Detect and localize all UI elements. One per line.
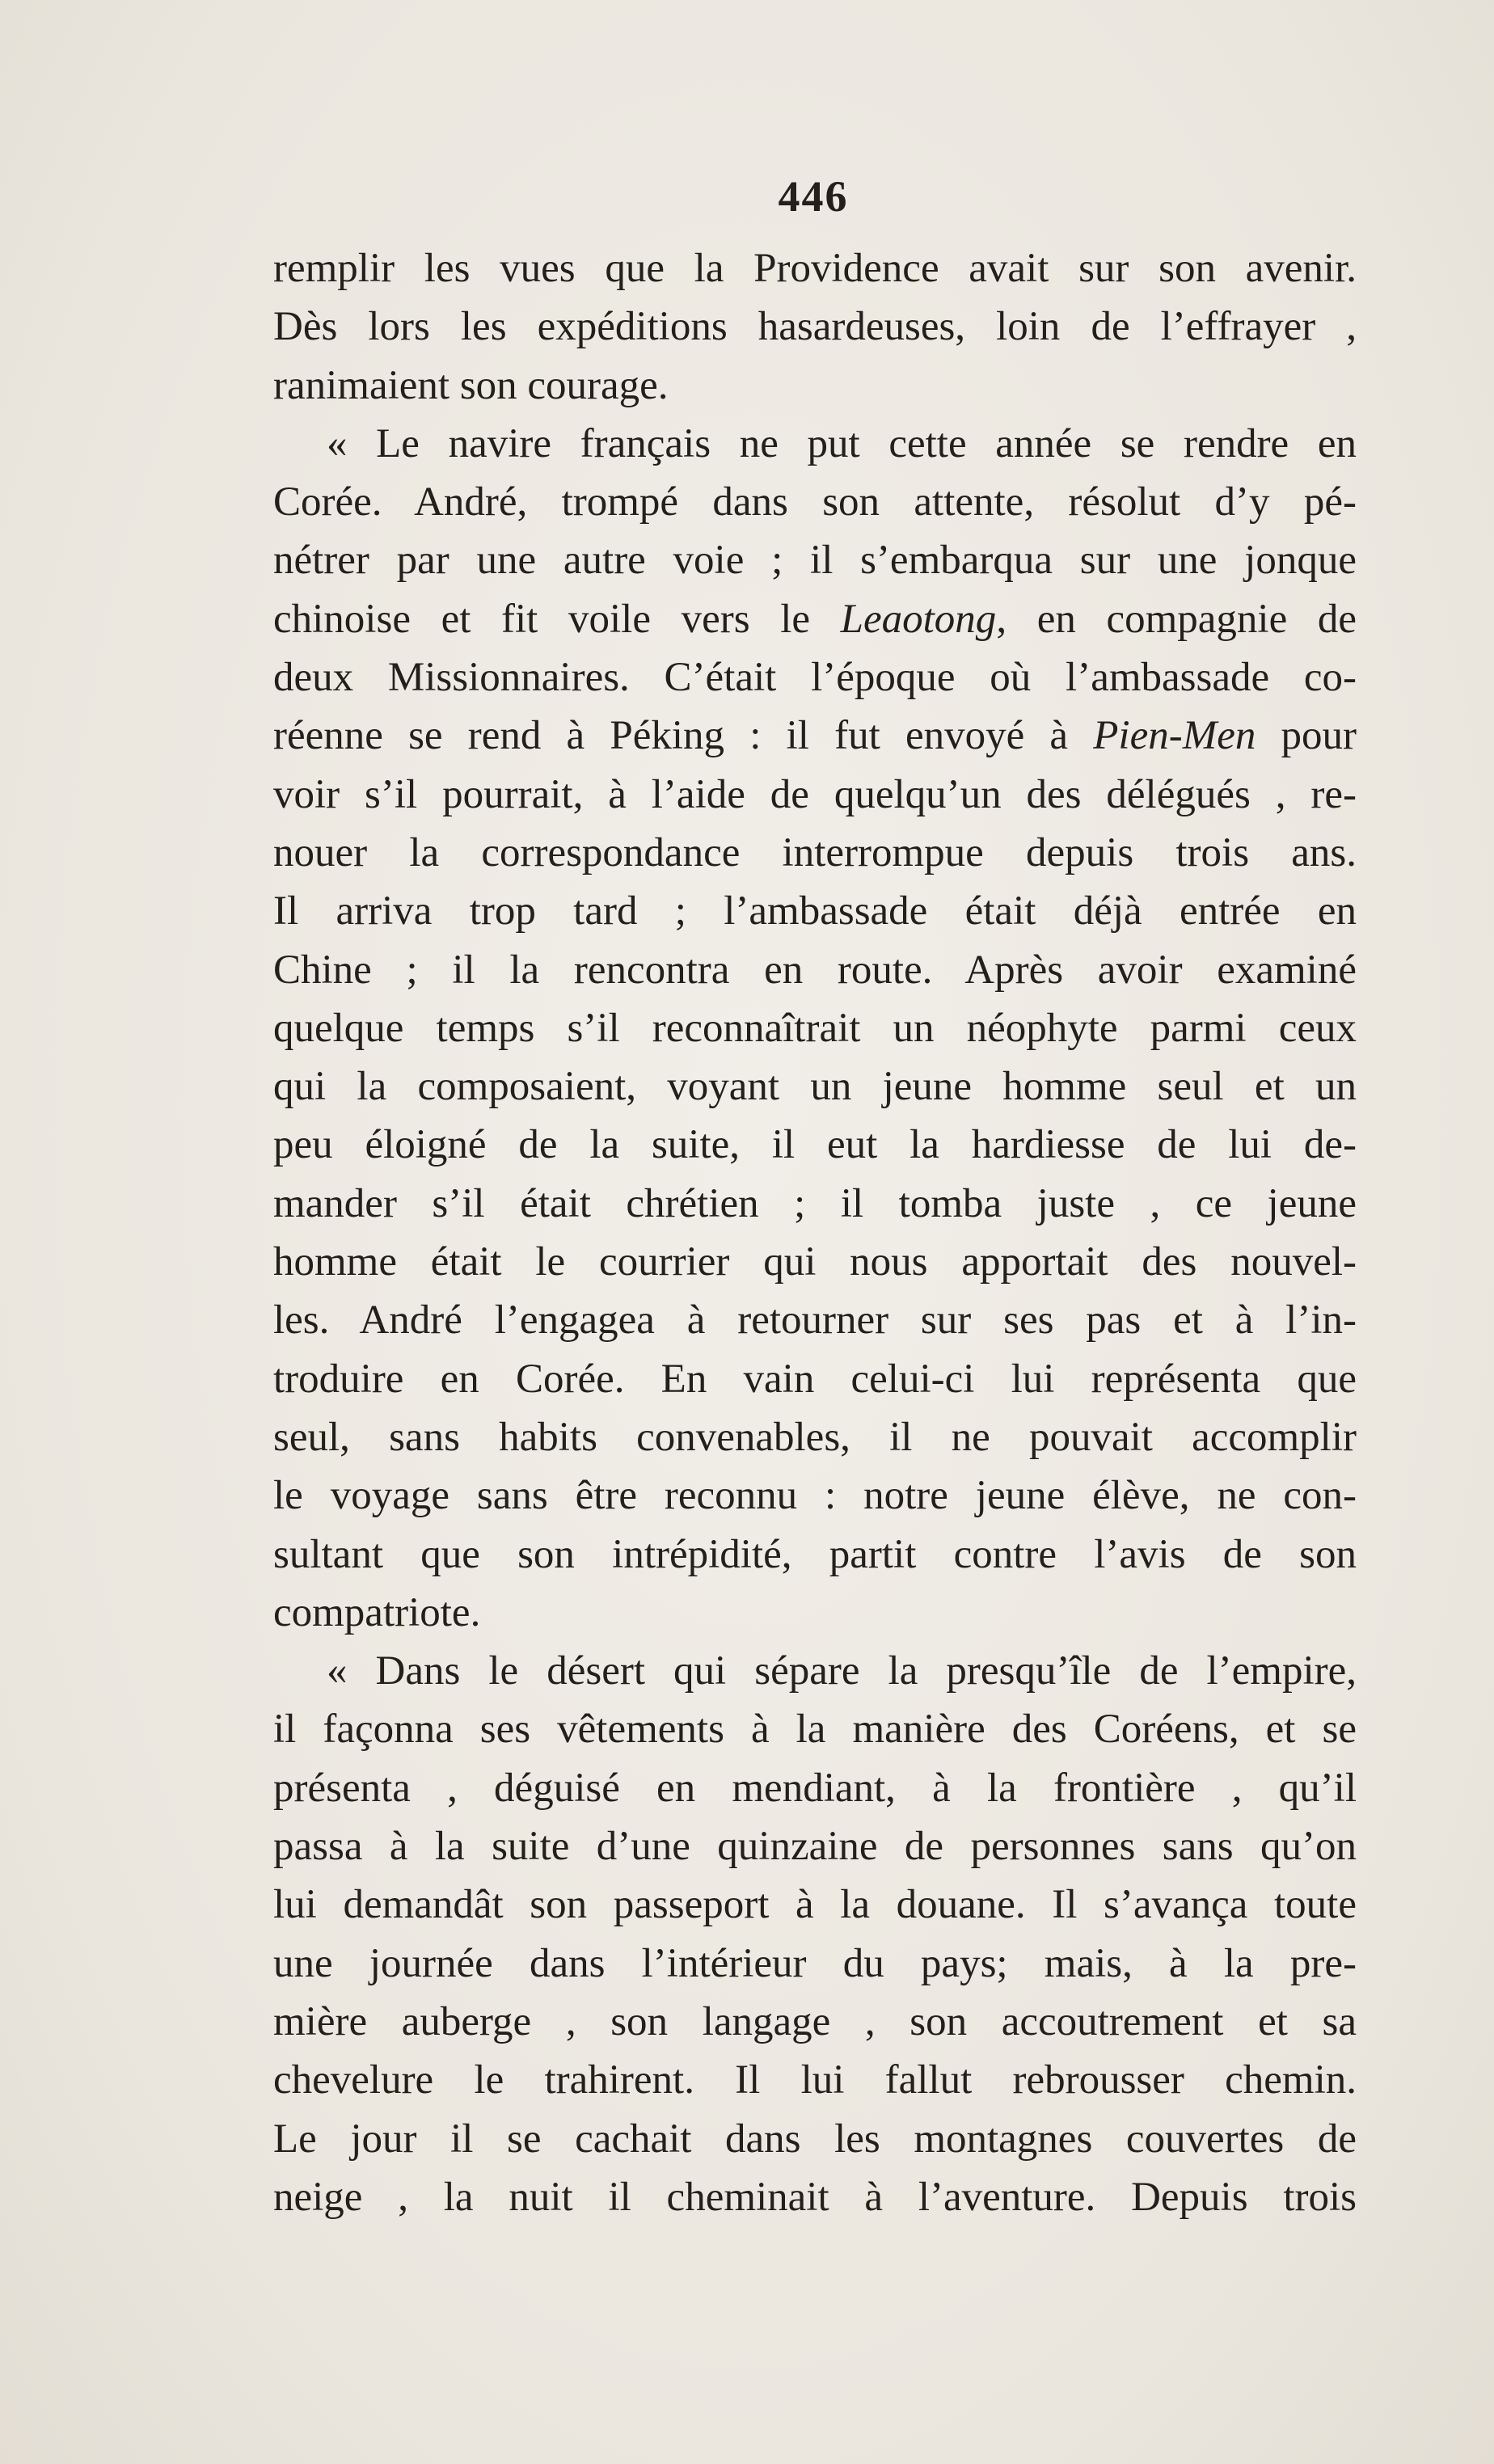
text-line: sultant que son intrépidité, partit contre l’avis de son	[273, 1531, 1357, 1577]
body-text	[273, 239, 1357, 2226]
text-line: il façonna ses vêtements à la manière des Coréens, et se	[273, 1707, 1357, 1753]
text-line: « Dans le désert qui sépare la presqu’île de l’empire,	[327, 1648, 1357, 1694]
text-line: le voyage sans être reconnu : notre jeune élève, ne con-	[273, 1473, 1357, 1519]
text-run: pour	[1256, 713, 1357, 759]
text-line: Le jour il se cachait dans les montagnes couvertes de	[273, 2116, 1357, 2162]
text-line: remplir les vues que la Providence avait sur son avenir.	[273, 246, 1357, 291]
text-line: passa à la suite d’une quinzaine de personnes sans qu’on	[273, 1824, 1357, 1870]
text-run: , en compagnie de	[996, 596, 1357, 642]
text-line: deux Missionnaires. C’était l’époque où l’ambassade co-	[273, 655, 1357, 701]
text-run: réenne se rend à Péking : il fut envoyé à	[273, 713, 1094, 759]
text-line: nétrer par une autre voie ; il s’embarqua sur une jonque	[273, 538, 1357, 584]
text-line: voir s’il pourrait, à l’aide de quelqu’un des délégués , re-	[273, 771, 1357, 817]
text-line: lui demandât son passeport à la douane. Il s’avança toute	[273, 1882, 1357, 1928]
text-line	[273, 590, 1357, 648]
text-line: homme était le courrier qui nous apportait des nouvel-	[273, 1239, 1357, 1285]
text-line: neige , la nuit il cheminait à l’aventure. Depuis trois	[273, 2174, 1357, 2220]
text-line: Dès lors les expéditions hasardeuses, loin de l’effrayer ,	[273, 304, 1357, 350]
text-line: troduire en Corée. En vain celui-ci lui représenta que	[273, 1356, 1357, 1402]
text-line: présenta , déguisé en mendiant, à la frontière , qu’il	[273, 1765, 1357, 1811]
text-line: Il arriva trop tard ; l’ambassade était déjà entrée en	[273, 888, 1357, 935]
text-line: les. André l’engagea à retourner sur ses pas et à l’in-	[273, 1297, 1357, 1344]
text-line: une journée dans l’intérieur du pays; mais, à la pre-	[273, 1940, 1357, 1986]
text-line: mière auberge , son langage , son accoutrement et sa	[273, 1998, 1357, 2044]
text-line: ranimaient son courage.	[273, 362, 669, 408]
text-line: « Le navire français ne put cette année se rendre en	[327, 420, 1357, 466]
text-line	[273, 707, 1357, 765]
text-line: seul, sans habits convenables, il ne pouvait accomplir	[273, 1414, 1357, 1460]
text-line: Chine ; il la rencontra en route. Après avoir examiné	[273, 947, 1357, 993]
text-line: qui la composaient, voyant un jeune homme seul et un	[273, 1064, 1357, 1110]
text-line: mander s’il était chrétien ; il tomba juste , ce jeune	[273, 1180, 1357, 1226]
text-run: chinoise et fit voile vers le	[273, 596, 841, 642]
text-line: compatriote.	[273, 1589, 481, 1635]
text-line: peu éloigné de la suite, il eut la hardiesse de lui de-	[273, 1122, 1357, 1168]
page-number: 446	[778, 172, 849, 221]
text-line: quelque temps s’il reconnaîtrait un néophyte parmi ceux	[273, 1005, 1357, 1051]
place-name: Pien-Men	[1093, 713, 1256, 759]
text-line: chevelure le trahirent. Il lui fallut rebrousser chemin.	[273, 2057, 1357, 2103]
text-line: Corée. André, trompé dans son attente, résolut d’y pé-	[273, 479, 1357, 525]
text-line: nouer la correspondance interrompue depuis trois ans.	[273, 829, 1357, 875]
place-name: Leaotong	[840, 596, 997, 642]
